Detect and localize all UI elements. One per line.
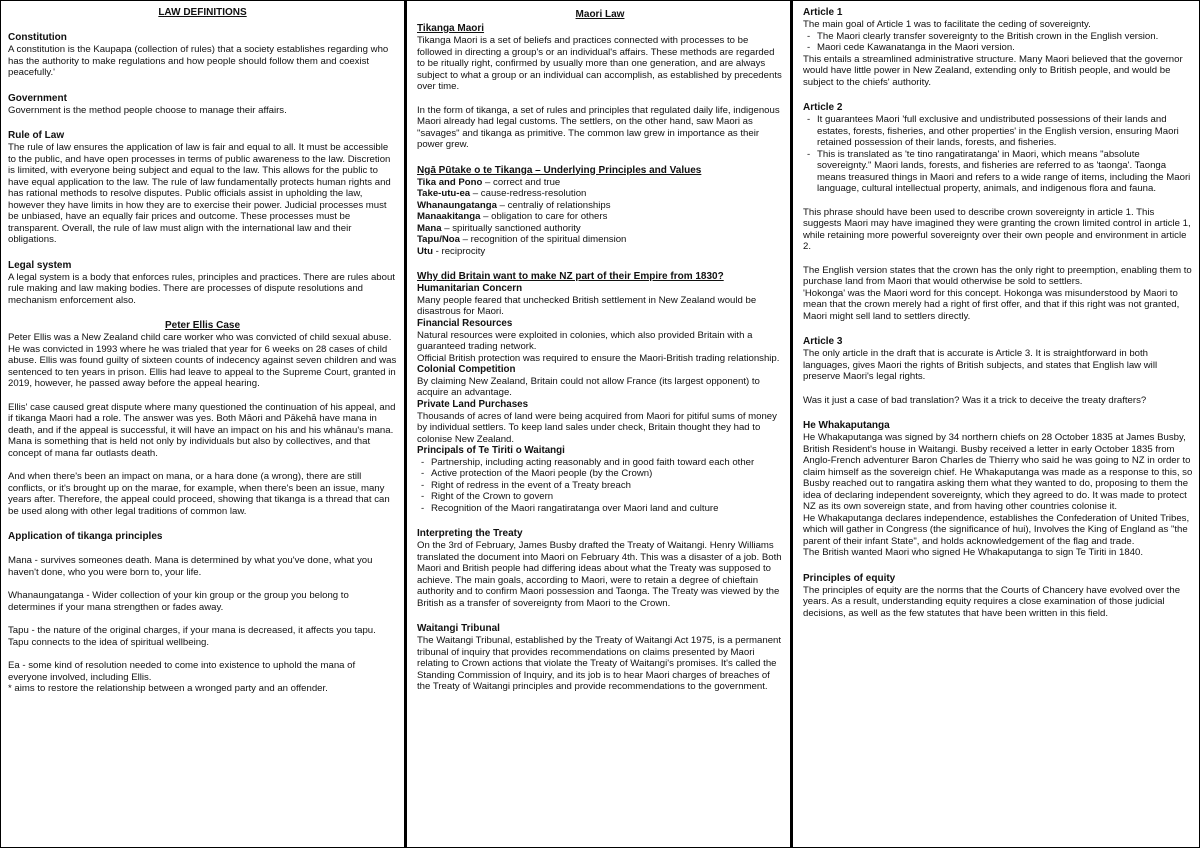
application-tapu: Tapu - the nature of the original charges, if your mana is decreased, it affects you tapu. Tapu connects to the idea of spiritual wellbeing. — [8, 625, 376, 648]
column-maori-law — [410, 1, 793, 847]
tikanga-text: Tikanga Maori is a set of beliefs and practices connected with processes to be followed in directing a group's or an individual's affairs. These methods are regarded to be ritually right, confirmed by usually more than one generation, and are always subject to what a group or an individual can accomplish, as established by precedents over time. — [417, 35, 782, 92]
financial-text-2: Official British protection was required to ensure the Maori-British trading relationship. — [417, 352, 780, 364]
tikanga-text: In the form of tikanga, a set of rules and principles that regulated daily life, indigenous Maori already had legal customs. The settlers, on the other hand, saw Maori as "savages" and tikanga as primitive. The common law grew in importance as their power grew. — [417, 104, 780, 150]
whakaputanga-paragraph: He Whakaputanga was signed by 34 northern chiefs on 28 October 1835 at James Busby, British Resident's house in Waitangi. Busby received a letter in early October 1835 from Anglo-French adventurer Baron Charles de Thierry who said he was going to NZ in order to claim himself as the sovereign chief. He Whakaputanga was made as a response to this, so Busby reached out to rangatira asking them what they wanted to do, proposing to them the idea of declaring independent sovereignty, which they agreed to do. It was made to protect NZ as its own sovereign state, and from having other countries colonise it. — [803, 432, 1193, 512]
peter-ellis-paragraph: Peter Ellis was a New Zealand child care worker who was convicted of child sexual abuse. He was convicted in 1993 where he was trialed that year for 6 weeks on 28 cases of child abuse. Ellis was found guilty of sixteen counts of indecency against seven children and was sentenced to ten years in prison. Ellis had leave to appeal to the Supreme Court, granted in 2019, however, he passed away before the appeal hearing. — [8, 332, 397, 389]
whakaputanga-paragraph: He Whakaputanga declares independence, establishes the Confederation of United Tribes, which will gather in Congress (the significance of hui), Involves the King of England as "the parent of their infant State", and holds acknowledgement of the flag and trade. — [803, 512, 1190, 547]
financial-heading: Financial Resources — [417, 317, 513, 329]
maori-law-title: Maori Law — [575, 9, 625, 20]
peter-ellis-paragraph: And when there's been an impact on mana, or a hara done (a wrong), there are still conflicts, or it's brought up on the marae, for example, when there's been an issue, many years after. Therefore, the appeal could proceed, showing that tikanga is a thread that can be used along with other legal traditions of common law. — [8, 471, 390, 517]
financial-text: Natural resources were exploited in colonies, which also provided Britain with a guaranteed trading network. — [417, 329, 753, 352]
values-item: Whanaungatanga – centraliy of relationships — [417, 199, 611, 211]
article1-item: - The Maori clearly transfer sovereignty to the British crown in the English version. — [803, 31, 1194, 43]
land-heading: Private Land Purchases — [417, 398, 529, 410]
article1-intro: The main goal of Article 1 was to facilitate the ceding of sovereignty. — [803, 19, 1091, 30]
values-item: Take-utu-ea – cause-redress-resolution — [417, 188, 587, 199]
article3-heading: Article 3 — [803, 336, 843, 347]
tribunal-text: The Waitangi Tribunal, established by the Treaty of Waitangi Act 1975, is a permanent tribunal of inquiry that provides recommendations on claims presented by Maori relating to Crown actions that violate the Treaty of Waitangi's promises. It's called the Standing Commission of Inquiry, and its job is to hear Maori charges of breaches of the Treaty of Waitangi principles and provide recommendations to the government. — [417, 635, 782, 693]
why-britain-heading: Why did Britain want to make NZ part of their Empire from 1830? — [417, 271, 724, 282]
interpreting-text: On the 3rd of February, James Busby drafted the Treaty of Waitangi. Henry Williams translated the document into Maori on February 4th. This was a disaster of a job. Both Maori and British people had differing ideas about what the Treaty was supposed to achieve. The main goals, according to Maori, were to retain a degree of chieftain authority and to confirm Maori possession and Taonga. The Treaty was viewed by the British as a transfer of sovereignty from Maori to the Crown. — [417, 540, 782, 609]
principles-item: - Active protection of the Maori people (by the Crown) — [417, 468, 783, 480]
values-item: Manaakitanga – obligation to care for others — [417, 211, 608, 222]
article3-text: The only article in the draft that is accurate is Article 3. It is straightforward in both languages, gives Maori the rights of British subjects, and states that English law will preserve Maori's legal rights. — [803, 348, 1158, 382]
article2-paragraph: The English version states that the crown has the only right to preemption, enabling them to purchase land from Maori that would otherwise be sold to settlers. — [803, 264, 1192, 287]
application-mana: Mana - survives someones death. Mana is determined by what you've done, what you haven't done, who you were born to, your life. — [8, 555, 373, 578]
article1-list — [803, 31, 1194, 54]
application-ea-note: * aims to restore the relationship between a wronged party and an offender. — [8, 683, 328, 694]
humanitarian-text: Many people feared that unchecked British settlement in New Zealand would be disastrous for Maori. — [417, 294, 757, 318]
application-whanaungatanga: Whanaungatanga - Wider collection of your kin group or the group you belong to determines if your mana strengthen or fades away. — [8, 590, 349, 613]
government-text: Government is the method people choose to manage their affairs. — [8, 104, 287, 116]
values-item: Mana – spiritually sanctioned authority — [417, 222, 581, 234]
legal-system-text: A legal system is a body that enforces rules, principles and practices. There are rules about rule making and law making bodies. There are processes of dispute resolutions and mechanism enforcement also. — [8, 271, 395, 306]
constitution-text: A constitution is the Kaupapa (collection of rules) that a society establishes regarding who has the authority to make regulations and how people should follow them and coexist peacefully.' — [8, 44, 389, 78]
rule-of-law-text: The rule of law ensures the application of law is fair and equal to all. It must be accessible to the public, and have open processes in terms of public awareness to the law. Discretion is limited, with everyone being subject and equal to the law. This allows for the public to have equal application to the law. The rule of law fundamentally protects human rights and has rational methods to resolve disputes. Public officials assist in upholding the law, however they have limits in how they are to exercise their power. Judicial processes must be unbiased, have an equally fair prices and outcome. These processes must be transparent. Overall, the rule of law must align with the international law and their obligations. — [8, 142, 391, 245]
article1-item: - Maori cede Kawanatanga in the Maori version. — [803, 42, 1194, 54]
application-ea: Ea - some kind of resolution needed to come into existence to uphold the mana of everyone involved, including Ellis. — [8, 660, 356, 683]
principles-item: - Right of redress in the event of a Treaty breach — [417, 480, 783, 492]
interpreting-heading: Interpreting the Treaty — [417, 528, 523, 540]
values-heading: Ngā Pūtake o te Tikanga – Underlying Principles and Values — [417, 164, 702, 176]
article2-paragraph: 'Hokonga' was the Maori word for this concept. Hokonga was misunderstood by Maori to mean that the crown merely had a right of first offer, and that if this right was not granted, Maori might sell land to settlers directly. — [803, 287, 1180, 322]
whakaputanga-paragraph: The British wanted Maori who signed He Whakaputanga to sign Te Tiriti in 1840. — [803, 547, 1144, 558]
article1-text: This entails a streamlined administrative structure. Many Maori believed that the governor would have little power in New Zealand, extending only to British people, and would be subject to the chiefs' authority. — [803, 53, 1183, 88]
constitution-heading: Constitution — [8, 32, 67, 43]
humanitarian-heading: Humanitarian Concern — [417, 283, 523, 294]
application-heading: Application of tikanga principles — [8, 531, 163, 542]
rule-of-law-heading: Rule of Law — [8, 130, 65, 141]
equity-text: The principles of equity are the norms that the Courts of Chancery have evolved over the years. As a result, understanding equity requires a close examination of those judicial decisions, as well as the few statutes that have been written in this field. — [803, 584, 1181, 619]
article2-list — [803, 114, 1194, 195]
column-treaty-articles — [796, 1, 1200, 847]
article2-item: - This is translated as 'te tino rangatiratanga' in Maori, which means "absolute sovereignty." Maori lands, forests, and fisheries are referred to as 'taonga'. Taonga means treasured things in Maori and refers to a wide range of items, including the Maori language, cultural intellectual property, animals, and indigenous flora and fauna. — [803, 149, 1194, 195]
peter-ellis-paragraph: Ellis' case caused great dispute where many questioned the continuation of his appeal, and if tikanga Maori had a role. The answer was yes. Both Māori and Pākehā have mana in death, and if the appeal is successful, it will have an impact on his and his whānau's mana. Mana is something that is held not only by individuals but also by collectives, and that concept of mana far outlasts death. — [8, 401, 396, 459]
equity-heading: Principles of equity — [803, 572, 896, 584]
government-heading: Government — [8, 92, 67, 104]
values-item: Utu - reciprocity — [417, 245, 486, 257]
article3-question: Was it just a case of bad translation? Was it a trick to deceive the treaty drafters? — [803, 394, 1147, 406]
article2-heading: Article 2 — [803, 102, 843, 113]
column-law-definitions — [1, 1, 407, 847]
principles-heading: Principals of Te Tiriti o Waitangi — [417, 445, 565, 456]
legal-system-heading: Legal system — [8, 259, 72, 271]
law-definitions-title: LAW DEFINITIONS — [158, 7, 247, 18]
colonial-text: By claiming New Zealand, Britain could not allow France (its largest opponent) to acquire an advantage. — [417, 375, 760, 399]
principles-list — [417, 457, 783, 515]
principles-item: - Partnership, including acting reasonably and in good faith toward each other — [417, 457, 783, 469]
values-item: Tapu/Noa – recognition of the spiritual dimension — [417, 234, 627, 245]
peter-ellis-heading: Peter Ellis Case — [164, 320, 241, 331]
colonial-heading: Colonial Competition — [417, 364, 516, 375]
principles-item: - Recognition of the Maori rangatiratanga over Maori land and culture — [417, 503, 783, 515]
tikanga-heading: Tikanga Maori — [417, 23, 485, 34]
values-item: Tika and Pono – correct and true — [417, 176, 561, 188]
article1-heading: Article 1 — [803, 7, 843, 18]
land-text: Thousands of acres of land were being acquired from Maori for pitiful sums of money by individual settlers. To keep land sales under check, Britain thought they had to colonise New Zealand. — [417, 410, 777, 445]
article2-paragraph: This phrase should have been used to describe crown sovereignty in article 1. This suggests Maori may have imagined they were granting the crown limited control in article 1, while retaining more powerful sovereignty over their own people and environment in article 2. — [803, 206, 1191, 252]
tribunal-heading: Waitangi Tribunal — [417, 623, 500, 635]
principles-item: - Right of the Crown to govern — [417, 491, 783, 503]
values-list — [417, 177, 783, 258]
whakaputanga-heading: He Whakaputanga — [803, 420, 890, 431]
article2-item: - It guarantees Maori 'full exclusive and undistributed possessions of their lands and estates, forests, fisheries, and other properties' in the English version, ensuring Maori retained possession of their lands, forests, and fisheries. — [803, 114, 1194, 149]
